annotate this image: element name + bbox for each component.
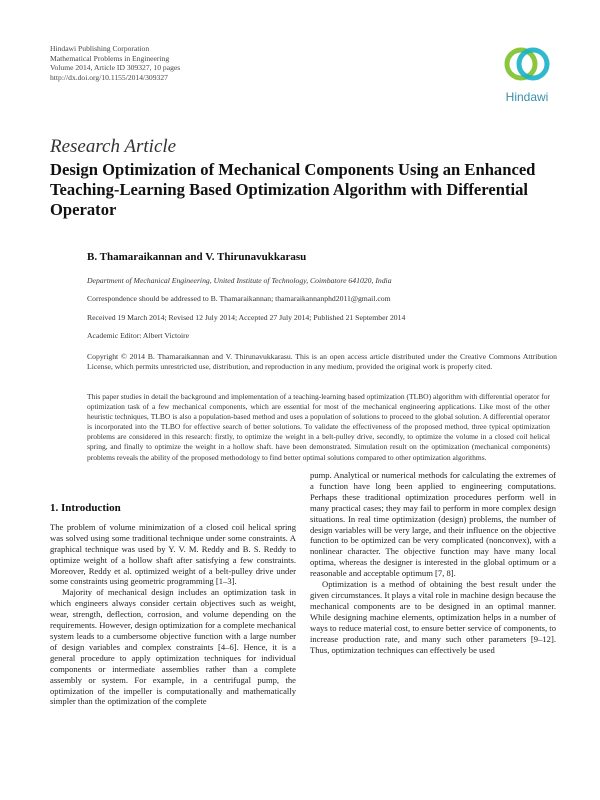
copyright-notice: Copyright © 2014 B. Thamaraikannan and V. Thirunavukkarasu. This is an open access article distributed under the Creative Commons Attribution License, which permits unrestricted use, distribution, and reproduction in any medium, provided the original work is properly cited. <box>87 352 557 371</box>
academic-editor: Academic Editor: Albert Victoire <box>87 331 190 340</box>
body-paragraph: Optimization is a method of obtaining the best result under the given circumstances. It plays a vital role in machine design because the mechanical components are to be designed in an optimal manner. While designing machine elements, optimization helps in a number of ways to reduce material cost, to ensure better service of components, to increase production rate, and many such other parameters [9–12]. Thus, optimization techniques can effectively be used <box>310 579 556 655</box>
section-heading-introduction: 1. Introduction <box>50 502 121 514</box>
article-title: Design Optimization of Mechanical Components Using an Enhanced Teaching-Learning Based Optimization Algorithm with Differential Operator <box>50 160 536 219</box>
journal-metadata <box>50 44 180 82</box>
author-list: B. Thamaraikannan and V. Thirunavukkarasu <box>87 251 307 263</box>
hindawi-logo-icon <box>494 40 560 90</box>
left-column <box>50 503 296 707</box>
journal-line: Mathematical Problems in Engineering <box>50 53 170 63</box>
volume-line: Volume 2014, Article ID 309327, 10 pages <box>50 63 181 73</box>
publication-dates: Received 19 March 2014; Revised 12 July 2014; Accepted 27 July 2014; Published 21 September 2014 <box>87 313 406 322</box>
doi-link[interactable]: http://dx.doi.org/10.1155/2014/309327 <box>50 72 168 82</box>
publisher-line: Hindawi Publishing Corporation <box>50 44 150 53</box>
correspondence: Correspondence should be addressed to B. Thamaraikannan; thamaraikannanphd2011@gmail.com <box>87 294 391 303</box>
article-type: Research Article <box>50 136 177 157</box>
right-column <box>310 470 556 655</box>
hindawi-logo <box>494 40 560 110</box>
body-paragraph: pump. Analytical or numerical methods for calculating the extremes of a function have long been applied to engineering computations. Perhaps these traditional optimization procedures perform well in many practical cases; they may fail to perform in more complex design situations. In real time optimization (design) problems, the number of design variables will be very large, and their influence on the objective function to be optimized can be very complicated (nonconvex), with a nonlinear character. The objective function may have many local optima, whereas the designer is interested in the global optimum or a reasonable and acceptable optimum [7, 8]. <box>310 470 556 579</box>
affiliation: Department of Mechanical Engineering, United Institute of Technology, Coimbatore 641020, India <box>87 276 392 285</box>
body-paragraph: The problem of volume minimization of a closed coil helical spring was solved using some traditional technique under some constraints. A graphical technique was used by Y. V. M. Reddy and B. S. Reddy to optimize weight of a hollow shaft after satisfying a few constraints. Moreover, Reddy et al. optimized weight of a belt-pulley drive under some constraints using geometric programming [1–3]. <box>50 521 296 587</box>
body-paragraph: Majority of mechanical design includes an optimization task in which engineers always consider certain objectives such as weight, wear, strength, deflection, corrosion, and volume depending on the requirements. However, design optimization for a complete mechanical system leads to a cumbersome objective function with a large number of design variables and complex constraints [4–6]. Hence, it is a general procedure to apply optimization techniques for individual components or intermediate assemblies rather than a complete assembly or system. For example, in a centrifugal pump, the optimization of the impeller is computationally and mathematically simpler than the optimization of the complete <box>50 587 296 707</box>
hindawi-logo-text: Hindawi <box>505 90 549 104</box>
abstract: This paper studies in detail the background and implementation of a teaching-learning based optimization (TLBO) algorithm with differential operator for optimization task of a few mechanical components, which are essential for most of the mechanical engineering applications. Like most of the other heuristic techniques, TLBO is also a population-based method and uses a population of solutions to proceed to the global solution. A differential operator is incorporated into the TLBO for effective search of better solutions. To validate the effectiveness of the proposed method, three typical optimization problems are considered in this research: firstly, to optimize the weight in a belt-pulley drive, secondly, to optimize the volume in a closed coil helical spring, and finally to optimize the weight in a hollow shaft. have been demonstrated. Simulation result on the optimization (mechanical components) problems reveals the ability of the proposed methodology to find better optimal solutions compared to other optimization algorithms. <box>87 392 550 462</box>
